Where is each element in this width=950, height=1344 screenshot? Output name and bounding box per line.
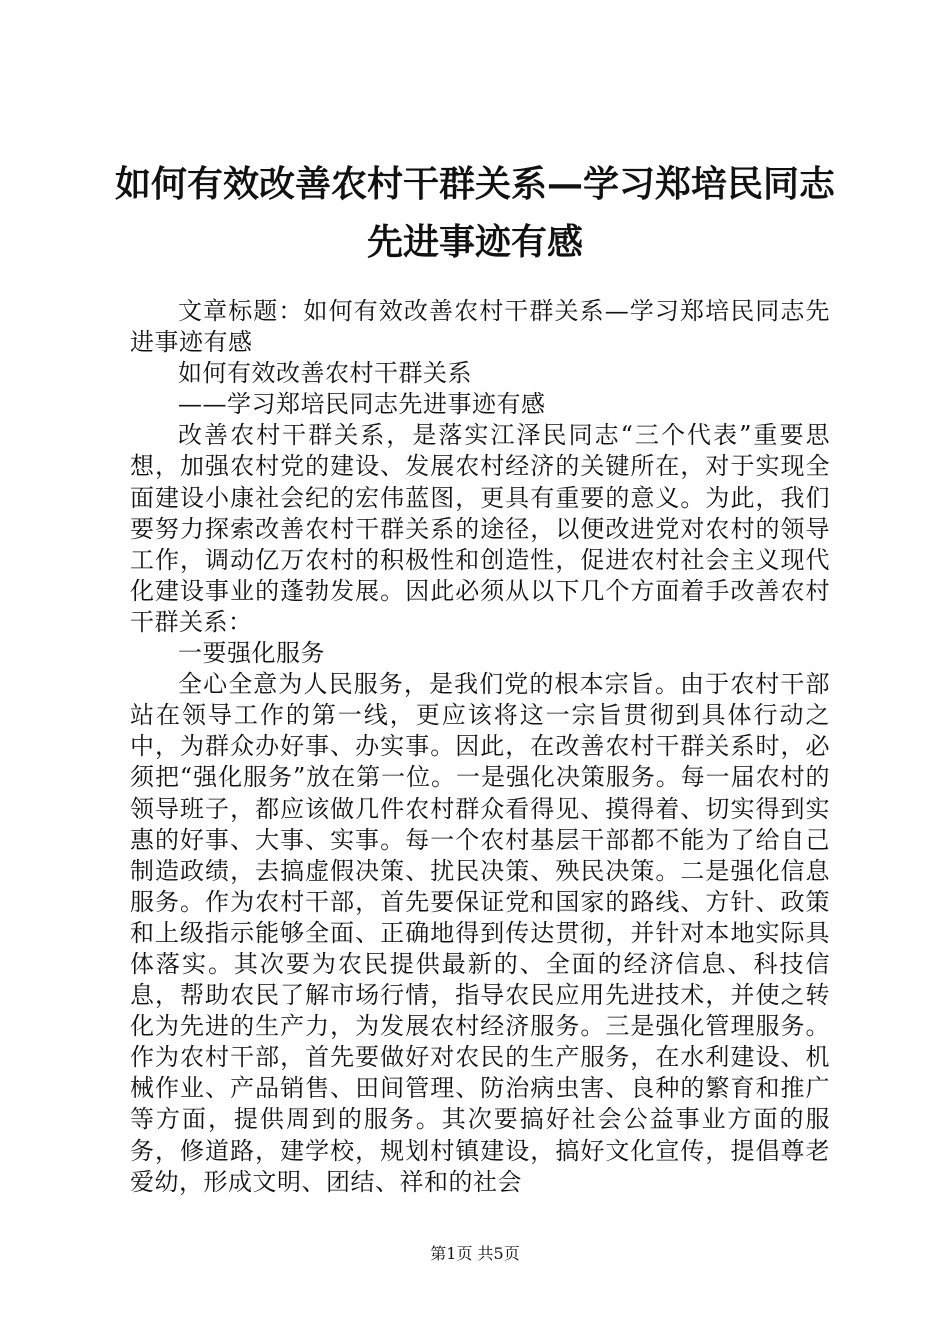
section-heading: 一要强化服务 xyxy=(178,639,325,668)
subtitle-paragraph: 如何有效改善农村干群关系 xyxy=(178,359,472,388)
intro-paragraph: 改善农村干群关系，是落实江泽民同志“三个代表”重要思想，加强农村党的建设、发展农村经济的关键所在，对于实现全面建设小康社会纪的宏伟蓝图，更具有重要的意义。为此，我们要努力探索改善农村干群关系的途径，以便改进党对农村的领导工作，调动亿万农村的积极性和创造性，促进农村社会主义现代化建设事业的蓬勃发展。因此必须从以下几个方面着手改善农村干群关系： xyxy=(130,421,830,636)
page-number-footer: 第1页 共5页 xyxy=(430,1244,520,1263)
section-paragraph: 全心全意为人民服务，是我们党的根本宗旨。由于农村干部站在领导工作的第一线，更应该将这一宗旨贯彻到具体行动之中，为群众办好事、办实事。因此，在改善农村干群关系时，必须把“强化服务”放在第一位。一是强化决策服务。每一届农村的领导班子，都应该做几件农村群众看得见、摸得着、切实得到实惠的好事、大事、实事。每一个农村基层干部都不能为了给自己制造政绩，去搞虚假决策、扰民决策、殃民决策。二是强化信息服务。作为农村干部，首先要保证党和国家的路线、方针、政策和上级指示能够全面、正确地得到传达贯彻，并针对本地实际具体落实。其次要为农民提供最新的、全面的经济信息、科技信息，帮助农民了解市场行情，指导农民应用先进技术，并使之转化为先进的生产力，为发展农村经济服务。三是强化管理服务。作为农村干部，首先要做好对农民的生产服务，在水利建设、机械作业、产品销售、田间管理、防治病虫害、良种的繁育和推广等方面，提供周到的服务。其次要搞好社会公益事业方面的服务，修道路，建学校，规划村镇建设，搞好文化宣传，提倡尊老爱幼，形成文明、团结、祥和的社会 xyxy=(130,670,830,1196)
document-title-line-2: 先进事迹有感 xyxy=(366,221,583,263)
document-body xyxy=(130,296,830,1198)
subtitle-dash-paragraph: ——学习郑培民同志先进事迹有感 xyxy=(178,390,546,419)
document-title-line-1: 如何有效改善农村干群关系—学习郑培民同志 xyxy=(114,163,835,205)
article-title-paragraph: 文章标题：如何有效改善农村干群关系—学习郑培民同志先进事迹有感 xyxy=(130,297,830,357)
